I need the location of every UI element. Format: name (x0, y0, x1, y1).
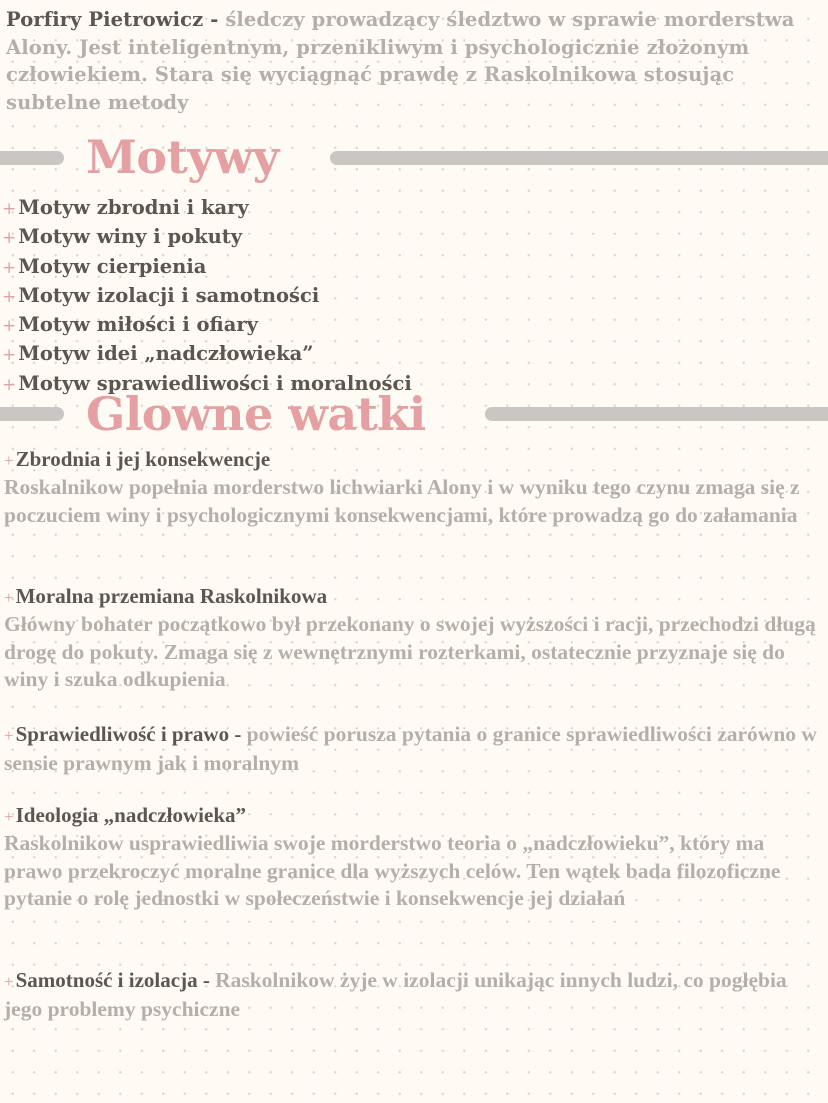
thread-section (4, 446, 818, 529)
thread-title: +Samotność i izolacja - Raskolnikow żyje w izolacji unikając innych ludzi, co pogłębia jego problemy psychiczne (4, 968, 787, 1021)
plus-icon: + (2, 286, 17, 307)
thread-section (4, 721, 818, 777)
motifs-heading: Motywy (86, 130, 279, 184)
character-name: Porfiry Pietrowicz (6, 8, 204, 31)
plus-icon: + (2, 316, 17, 337)
thread-body: Raskolnikow usprawiedliwia swoje morderstwo teoria o „nadczłowieku”, który ma prawo przekroczyć moralne granice dla wyższych celów. Ten wątek bada filozoficzne pytanie o rolę jednostki w społeczeństwie i konsekwencje jej działań (4, 831, 781, 910)
thread-section (4, 583, 818, 694)
thread-title: +Sprawiedliwość i prawo - powieść porusza pytania o granice sprawiedliwości zarówno w sensie prawnym jak i moralnym (4, 722, 817, 775)
thread-title: +Zbrodnia i jej konsekwencje (4, 447, 271, 471)
thread-inline-description: powieść porusza pytania o granice sprawiedliwości zarówno w sensie prawnym jak i moralnym (4, 722, 817, 775)
divider-right (485, 407, 828, 421)
thread-title: +Moralna przemiana Raskolnikowa (4, 584, 328, 608)
plus-icon: + (2, 228, 17, 249)
separator: - (203, 8, 226, 31)
thread-body: Roskalnikow popełnia morderstwo lichwiarki Alony i w wyniku tego czynu zmaga się z poczuciem winy i psychologicznymi konsekwencjami, które prowadzą go do załamania (4, 475, 800, 527)
thread-section (4, 802, 818, 913)
thread-title: +Ideologia „nadczłowieka” (4, 803, 247, 827)
divider-left (0, 151, 64, 165)
character-description: śledczy prowadzący śledztwo w sprawie morderstwa Alony. Jest inteligentnym, przenikliwym i psychologicznie złożonym człowiekiem. Stara się wyciągnąć prawdę z Raskolnikowa stosując subtelne metody (6, 8, 795, 114)
plus-icon: + (4, 972, 14, 991)
motifs-list (2, 194, 818, 399)
plus-icon: + (2, 345, 17, 366)
motif-item: + Motyw miłości i ofiary (2, 313, 258, 337)
plus-icon: + (2, 199, 17, 219)
motif-item: + Motyw cierpienia (2, 254, 207, 278)
motif-item: + Motyw zbrodni i kary (2, 196, 249, 219)
plus-icon: + (2, 374, 17, 395)
plus-icon: + (4, 588, 14, 607)
motif-item: + Motyw sprawiedliwości i moralności (2, 371, 412, 395)
divider-right (330, 151, 828, 165)
plus-icon: + (4, 451, 14, 470)
plus-icon: + (4, 807, 14, 826)
threads-heading-row (0, 384, 828, 444)
motif-item: + Motyw idei „nadczłowieka” (2, 342, 314, 366)
motif-item: + Motyw izolacji i samotności (2, 283, 320, 307)
plus-icon: + (4, 726, 14, 745)
threads-heading: Glowne watki (86, 387, 426, 441)
thread-inline-description: Raskolnikow żyje w izolacji unikając innych ludzi, co pogłębia jego problemy psychiczne (4, 968, 787, 1021)
divider-left (0, 407, 64, 421)
thread-body: Główny bohater początkowo był przekonany o swojej wyższości i racji, przechodzi długą drogę do pokuty. Zmaga się z wewnętrznymi rozterkami, ostatecznie przyznaje się do winy i szuka odkupienia (4, 612, 816, 691)
plus-icon: + (2, 257, 17, 278)
intro-paragraph (6, 6, 811, 116)
motif-item: + Motyw winy i pokuty (2, 225, 243, 249)
motifs-heading-row (0, 127, 828, 187)
thread-section (4, 967, 818, 1023)
